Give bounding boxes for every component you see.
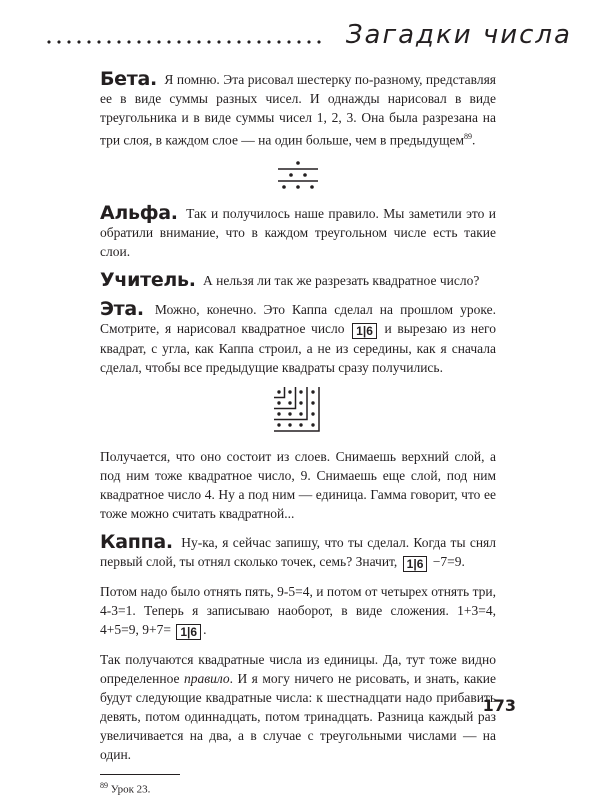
paragraph-text: Потом надо было отнять пять, 9-5=4, и потом от четырех отнять три, 4-3=1. Теперь я записываю наоборот, в виде сложения. 1+3=4, 4+5=9, 9+7=: [100, 584, 496, 637]
speaker-name: Каппа.: [100, 531, 173, 553]
paragraph-text: Я помню. Эта рисовал шестерку по-разному, представляя ее в виде суммы разных чисел. И однажды нарисовал в виде треугольника и в виде суммы чисел 1, 2, 3. Она была разрезана на три слоя, в каждом слое — на один больше, чем в предыдущем: [100, 72, 496, 148]
square-dots-figure: [273, 387, 323, 435]
dialogue-paragraph-beta: Бета. Я помню. Эта рисовал шестерку по-разному, представляя ее в виде суммы разных чисел. И однажды нарисовал в виде треугольника и в виде суммы чисел 1, 2, 3. Она была разрезана на три слоя, в каждом слое — на один больше, чем в предыдущем$^{89}$.: [100, 70, 496, 150]
dialogue-paragraph-teacher: [100, 271, 496, 290]
paragraph-text: −7=9.: [433, 554, 465, 569]
paragraph-text: Можно, конечно. Это Каппа сделал на прошлом уроке. Смотрите, я нарисовал квадратное число: [100, 302, 496, 336]
paragraph-text: . И я могу ничего не рисовать, и знать, какие будут следующие квадратные числа: к шестнадцати надо прибавить девять, потом одиннадцать, потом тринадцать. Разница каждый раз увеличивается на два, а в случае с треугольными числами — на один.: [100, 671, 496, 762]
paragraph-text: Ну-ка, я сейчас запишу, что ты сделал. Когда ты снял первый слой, ты отнял сколько точек, семь? Значит,: [100, 535, 496, 569]
paragraph-text: и вырезаю из него квадрат, с угла, как Каппа строил, а не из середины, как я сначала сделал, чтобы все предыдущие квадраты сразу получились.: [100, 321, 496, 375]
speaker-name: Эта.: [100, 298, 144, 320]
dialogue-paragraph-kappa: [100, 533, 496, 572]
speaker-name: Альфа.: [100, 202, 178, 224]
paragraph-text: Так и получилось наше правило. Мы заметили это и обратили внимание, что в каждом треугольном числе есть такие слои.: [100, 206, 496, 259]
footnote-text: Урок 23.: [111, 783, 151, 795]
footnote-number: 89: [100, 781, 108, 790]
narrative-paragraph: [100, 447, 496, 523]
narrative-paragraph: Потом надо было отнять пять, 9-5=4, и потом от четырех отнять три, 4-3=1. Теперь я записываю наоборот, в виде сложения. 1+3=4, 4+5=9, 9+7= 1|6 .: [100, 582, 496, 640]
boxed-number: 1|6: [176, 624, 201, 640]
boxed-number: 1|6: [352, 323, 377, 339]
paragraph-text: Так получаются квадратные числа из единицы. Да, тут тоже видно определенное: [100, 652, 496, 686]
paragraph-text: Получается, что оно состоит из слоев. Снимаешь верхний слой, а под ним тоже квадратное число, 9. Снимаешь еще слой, под ним квадратное число 4. Ну а под ним — единица. Гамма говорит, что ее тоже можно считать квадратной...: [100, 449, 496, 521]
paragraph-text: А нельзя ли так же разрезать квадратное число?: [203, 273, 479, 288]
chapter-title: Загадки числа: [332, 20, 572, 50]
emphasis-word: правило: [184, 671, 230, 686]
header-dot-leader: [44, 38, 324, 46]
speaker-name: Учитель.: [100, 269, 196, 291]
footnote-reference: 89: [464, 132, 472, 141]
page-number: 173: [483, 696, 516, 715]
boxed-number: 1|6: [403, 556, 428, 572]
footnote-divider: [100, 774, 180, 775]
dialogue-paragraph-eta: [100, 300, 496, 377]
dialogue-paragraph-alpha: [100, 204, 496, 261]
page-body: [100, 70, 496, 796]
speaker-name: Бета.: [100, 68, 157, 90]
footnote: [100, 779, 496, 796]
narrative-paragraph: [100, 650, 496, 764]
triangle-dots-figure: [273, 160, 323, 190]
